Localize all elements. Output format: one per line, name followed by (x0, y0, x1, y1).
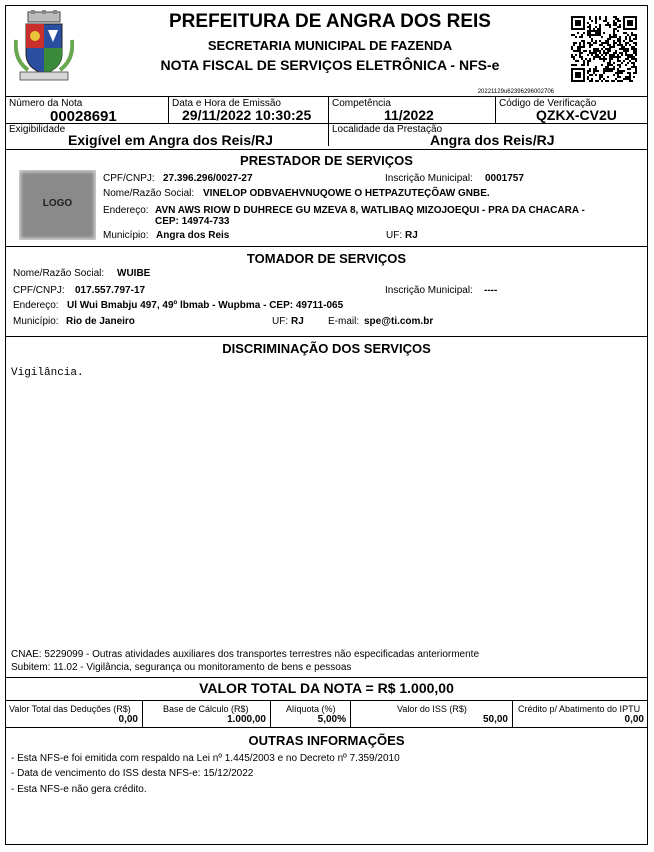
valor-iss-value: 50,00 (482, 714, 508, 725)
divider (5, 727, 648, 728)
company-logo (19, 170, 96, 240)
tomador-im-label: Inscrição Municipal: (385, 285, 473, 296)
qr-code-id: 20221129u62396296002706 (477, 89, 554, 95)
tomador-cnpj-label: CPF/CNPJ: (13, 285, 65, 296)
divider (5, 700, 648, 701)
codigo-value: QZKX-CV2U (536, 107, 617, 123)
page-subtitle: SECRETARIA MUNICIPAL DE FAZENDA (207, 38, 453, 53)
total-value: VALOR TOTAL DA NOTA = R$ 1.000,00 (199, 680, 454, 696)
prestador-cep-value: CEP: 14974-733 (155, 216, 230, 227)
competencia-value: 11/2022 (384, 107, 434, 123)
credito-iptu-label: Crédito p/ Abatimento do IPTU (518, 704, 641, 714)
credito-iptu-value: 0,00 (624, 714, 644, 725)
deducoes-value: 0,00 (118, 714, 138, 725)
divider (5, 246, 648, 247)
exigibilidade-label: Exigibilidade (9, 124, 66, 135)
tomador-email-label: E-mail: (328, 316, 360, 327)
divider (5, 123, 648, 124)
tomador-nome-value: WUIBE (117, 268, 151, 279)
divider (5, 96, 648, 97)
localidade-value: Angra dos Reis/RJ (430, 132, 555, 148)
deducoes-label: Valor Total das Deduções (R$) (9, 704, 131, 714)
tomador-endereco-label: Endereço: (13, 300, 59, 311)
tomador-endereco-value: Ul Wui Bmabju 497, 49º lbmab - Wupbma - CEP: 49711-065 (67, 300, 344, 311)
prestador-im-label: Inscrição Municipal: (385, 173, 473, 184)
numero-label: Número da Nota (9, 98, 83, 109)
outras-title: OUTRAS INFORMAÇÕES (248, 733, 405, 748)
outras-line: - Esta NFS-e não gera crédito. (11, 784, 147, 795)
competencia-label: Competência (332, 98, 391, 109)
prestador-endereco-value: AVN AWS RIOW D DUHRECE GU MZEVA 8, WATLIBAQ MIZOJOEQUI - PRA DA CHACARA - (155, 205, 585, 216)
divider (5, 677, 648, 678)
discriminacao-title: DISCRIMINAÇÃO DOS SERVIÇOS (222, 341, 431, 356)
prestador-nome-label: Nome/Razão Social: (103, 188, 195, 199)
prestador-cnpj-value: 27.396.296/0027-27 (163, 173, 253, 184)
tomador-nome-label: Nome/Razão Social: (13, 268, 105, 279)
outras-line: - Data de vencimento do ISS desta NFS-e: 15/12/2022 (11, 768, 254, 779)
divider (5, 149, 648, 150)
prestador-uf-label: UF: (386, 230, 403, 241)
codigo-label: Código de Verificação (499, 98, 597, 109)
logo-text: LOGO (42, 198, 73, 209)
prestador-uf-value: RJ (405, 230, 418, 241)
document-type: NOTA FISCAL DE SERVIÇOS ELETRÔNICA - NFS-e (160, 57, 500, 73)
numero-value: 00028691 (50, 108, 117, 125)
cnae-text: CNAE: 5229099 - Outras atividades auxiliares dos transportes terrestres não especificadas anteriormente (11, 649, 480, 660)
prestador-municipio-label: Município: (103, 230, 149, 241)
divider (142, 700, 143, 727)
prestador-nome-value: VINELOP ODBVAEHVNUQOWE O HETPAZUTEÇÕAW GNBE. (203, 188, 490, 199)
aliquota-value: 5,00% (317, 714, 346, 725)
divider (270, 700, 271, 727)
localidade-label: Localidade da Prestação (332, 124, 443, 135)
divider (328, 96, 329, 146)
divider (512, 700, 513, 727)
qr-code (571, 16, 637, 82)
page-title: PREFEITURA DE ANGRA DOS REIS (169, 11, 491, 32)
divider (350, 700, 351, 727)
tomador-municipio-label: Município: (13, 316, 59, 327)
base-calculo-label: Base de Cálculo (R$) (163, 704, 249, 714)
tomador-im-value: ---- (484, 285, 498, 296)
prestador-im-value: 0001757 (485, 173, 524, 184)
city-coat-of-arms (14, 10, 74, 82)
exigibilidade-value: Exigível em Angra dos Reis/RJ (68, 132, 273, 148)
valor-iss-label: Valor do ISS (R$) (397, 704, 467, 714)
subitem-text: Subitem: 11.02 - Vigilância, segurança ou monitoramento de bens e pessoas (11, 662, 352, 673)
data-label: Data e Hora de Emissão (172, 98, 281, 109)
tomador-uf-label: UF: (272, 316, 289, 327)
prestador-municipio-value: Angra dos Reis (156, 230, 230, 241)
tomador-cnpj-value: 017.557.797-17 (75, 285, 146, 296)
divider (5, 336, 648, 337)
divider (168, 96, 169, 123)
tomador-title: TOMADOR DE SERVIÇOS (246, 251, 407, 266)
discriminacao-text: Vigilância. (11, 367, 84, 379)
base-calculo-value: 1.000,00 (227, 714, 266, 725)
tomador-uf-value: RJ (291, 316, 304, 327)
outras-line: - Esta NFS-e foi emitida com respaldo na Lei nº 1.445/2003 e no Decreto nº 7.359/2010 (11, 753, 400, 764)
aliquota-label: Alíquota (%) (286, 704, 336, 714)
tomador-email-value: spe@ti.com.br (364, 316, 434, 327)
tomador-municipio-value: Rio de Janeiro (66, 316, 135, 327)
prestador-cnpj-label: CPF/CNPJ: (103, 173, 155, 184)
prestador-endereco-label: Endereço: (103, 205, 149, 216)
data-value: 29/11/2022 10:30:25 (182, 107, 312, 123)
divider (495, 96, 496, 123)
prestador-title: PRESTADOR DE SERVIÇOS (240, 153, 413, 168)
